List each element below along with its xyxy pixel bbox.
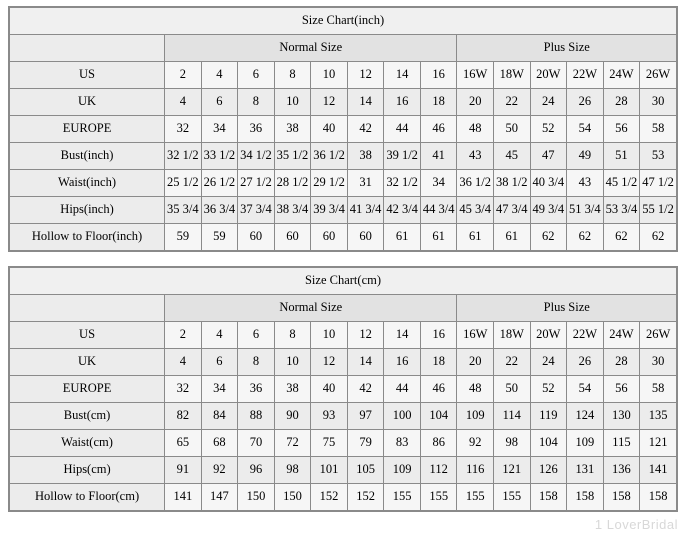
cell: 40 [311, 116, 348, 143]
row-label-bust: Bust(cm) [10, 403, 165, 430]
cell: 16W [457, 322, 494, 349]
cell: 98 [494, 430, 531, 457]
cell: 48 [457, 116, 494, 143]
cell: 14 [347, 349, 384, 376]
cell: 26 1/2 [201, 170, 238, 197]
cell: 119 [530, 403, 567, 430]
cell: 32 1/2 [384, 170, 421, 197]
cell: 101 [311, 457, 348, 484]
cell: 18 [420, 89, 457, 116]
cell: 29 1/2 [311, 170, 348, 197]
cell: 30 [640, 349, 677, 376]
cell: 97 [347, 403, 384, 430]
cell: 60 [311, 224, 348, 251]
cell: 50 [494, 376, 531, 403]
cell: 62 [640, 224, 677, 251]
cell: 48 [457, 376, 494, 403]
group-normal-size: Normal Size [165, 35, 457, 62]
chart-title: Size Chart(cm) [10, 268, 677, 295]
table-row [10, 116, 677, 143]
cell: 16 [384, 349, 421, 376]
cell: 36 3/4 [201, 197, 238, 224]
row-label-hips: Hips(cm) [10, 457, 165, 484]
cell: 65 [165, 430, 202, 457]
cell: 49 [567, 143, 604, 170]
cell: 54 [567, 376, 604, 403]
row-label-waist: Waist(inch) [10, 170, 165, 197]
cell: 20W [530, 322, 567, 349]
cell: 126 [530, 457, 567, 484]
cell: 52 [530, 376, 567, 403]
cell: 55 1/2 [640, 197, 677, 224]
row-label-hollow-to-floor: Hollow to Floor(inch) [10, 224, 165, 251]
cell: 135 [640, 403, 677, 430]
cell: 131 [567, 457, 604, 484]
cell: 44 3/4 [420, 197, 457, 224]
cell: 155 [494, 484, 531, 511]
cell: 141 [165, 484, 202, 511]
row-label-uk: UK [10, 89, 165, 116]
row-label-europe: EUROPE [10, 116, 165, 143]
cell: 22 [494, 349, 531, 376]
cell: 42 [347, 376, 384, 403]
cell: 155 [384, 484, 421, 511]
cell: 53 3/4 [603, 197, 640, 224]
cell: 104 [420, 403, 457, 430]
table-row [10, 197, 677, 224]
cell: 136 [603, 457, 640, 484]
size-chart-table-inch [9, 7, 677, 251]
cell: 12 [311, 89, 348, 116]
cell: 86 [420, 430, 457, 457]
cell: 39 3/4 [311, 197, 348, 224]
cell: 14 [347, 89, 384, 116]
cell: 51 3/4 [567, 197, 604, 224]
cell: 98 [274, 457, 311, 484]
cell: 2 [165, 62, 202, 89]
table-row [10, 484, 677, 511]
table-row [10, 322, 677, 349]
cell: 4 [201, 62, 238, 89]
group-row-blank [10, 295, 165, 322]
cell: 82 [165, 403, 202, 430]
cell: 115 [603, 430, 640, 457]
cell: 93 [311, 403, 348, 430]
cell: 62 [530, 224, 567, 251]
cell: 92 [201, 457, 238, 484]
table-row [10, 403, 677, 430]
cell: 121 [494, 457, 531, 484]
cell: 72 [274, 430, 311, 457]
cell: 36 [238, 116, 275, 143]
cell: 43 [567, 170, 604, 197]
cell: 109 [567, 430, 604, 457]
group-plus-size: Plus Size [457, 35, 677, 62]
cell: 124 [567, 403, 604, 430]
cell: 59 [201, 224, 238, 251]
table-row [10, 170, 677, 197]
cell: 150 [238, 484, 275, 511]
cell: 116 [457, 457, 494, 484]
cell: 42 3/4 [384, 197, 421, 224]
row-label-bust: Bust(inch) [10, 143, 165, 170]
row-label-us: US [10, 322, 165, 349]
cell: 75 [311, 430, 348, 457]
group-row-blank [10, 35, 165, 62]
cell: 47 [530, 143, 567, 170]
cell: 59 [165, 224, 202, 251]
cell: 34 [420, 170, 457, 197]
cell: 28 1/2 [274, 170, 311, 197]
cell: 37 3/4 [238, 197, 275, 224]
cell: 47 3/4 [493, 197, 530, 224]
row-label-europe: EUROPE [10, 376, 165, 403]
cell: 38 3/4 [274, 197, 311, 224]
chart-title: Size Chart(inch) [10, 8, 677, 35]
cell: 155 [457, 484, 494, 511]
cell: 88 [238, 403, 275, 430]
cell: 100 [384, 403, 421, 430]
cell: 8 [274, 322, 311, 349]
cell: 25 1/2 [165, 170, 202, 197]
cell: 53 [640, 143, 677, 170]
cell: 22W [567, 322, 604, 349]
cell: 28 [603, 349, 640, 376]
cell: 109 [384, 457, 421, 484]
cell: 158 [530, 484, 567, 511]
cell: 36 [238, 376, 275, 403]
cell: 141 [640, 457, 677, 484]
cell: 8 [274, 62, 311, 89]
cell: 4 [201, 322, 238, 349]
cell: 46 [420, 116, 457, 143]
cell: 6 [201, 349, 238, 376]
cell: 45 1/2 [603, 170, 640, 197]
cell: 24 [530, 349, 567, 376]
cell: 158 [640, 484, 677, 511]
cell: 34 1/2 [238, 143, 275, 170]
cell: 33 1/2 [201, 143, 238, 170]
cell: 18 [420, 349, 457, 376]
table-row [10, 349, 677, 376]
cell: 42 [347, 116, 384, 143]
cell: 24W [603, 322, 640, 349]
cell: 147 [201, 484, 238, 511]
cell: 12 [311, 349, 348, 376]
cell: 4 [165, 89, 202, 116]
cell: 44 [384, 376, 421, 403]
cell: 32 [165, 376, 202, 403]
cell: 34 [201, 376, 238, 403]
table-row-groups [10, 35, 677, 62]
table-row [10, 224, 677, 251]
cell: 104 [530, 430, 567, 457]
cell: 16 [420, 322, 457, 349]
cell: 26 [567, 89, 604, 116]
cell: 112 [420, 457, 457, 484]
cell: 61 [420, 224, 457, 251]
row-label-waist: Waist(cm) [10, 430, 165, 457]
cell: 22 [493, 89, 530, 116]
cell: 62 [603, 224, 640, 251]
cell: 16 [420, 62, 457, 89]
size-chart-cm [8, 266, 678, 512]
cell: 91 [165, 457, 202, 484]
cell: 16W [457, 62, 494, 89]
table-row [10, 89, 677, 116]
cell: 47 1/2 [640, 170, 677, 197]
cell: 61 [493, 224, 530, 251]
table-row-title [10, 8, 677, 35]
cell: 26W [640, 322, 677, 349]
cell: 10 [311, 62, 348, 89]
cell: 45 3/4 [457, 197, 494, 224]
cell: 24 [530, 89, 567, 116]
cell: 62 [567, 224, 604, 251]
row-label-hips: Hips(inch) [10, 197, 165, 224]
table-row [10, 457, 677, 484]
row-label-uk: UK [10, 349, 165, 376]
cell: 18W [493, 62, 530, 89]
table-row [10, 143, 677, 170]
cell: 24W [603, 62, 640, 89]
cell: 38 [274, 116, 311, 143]
size-chart-page [0, 6, 686, 536]
cell: 61 [457, 224, 494, 251]
size-chart-inch [8, 6, 678, 252]
cell: 39 1/2 [384, 143, 421, 170]
cell: 92 [457, 430, 494, 457]
cell: 16 [384, 89, 421, 116]
cell: 40 3/4 [530, 170, 567, 197]
cell: 52 [530, 116, 567, 143]
cell: 10 [274, 349, 311, 376]
cell: 58 [640, 376, 677, 403]
cell: 68 [201, 430, 238, 457]
watermark: 1 LoverBridal [594, 517, 678, 532]
cell: 60 [238, 224, 275, 251]
cell: 46 [420, 376, 457, 403]
cell: 121 [640, 430, 677, 457]
cell: 6 [238, 62, 275, 89]
cell: 2 [165, 322, 202, 349]
cell: 20 [457, 89, 494, 116]
cell: 6 [201, 89, 238, 116]
cell: 26 [567, 349, 604, 376]
cell: 152 [311, 484, 348, 511]
cell: 35 3/4 [165, 197, 202, 224]
cell: 50 [493, 116, 530, 143]
cell: 155 [420, 484, 457, 511]
row-label-hollow-to-floor: Hollow to Floor(cm) [10, 484, 165, 511]
cell: 41 [420, 143, 457, 170]
cell: 70 [238, 430, 275, 457]
cell: 38 1/2 [493, 170, 530, 197]
cell: 56 [603, 376, 640, 403]
cell: 158 [567, 484, 604, 511]
table-row-groups [10, 295, 677, 322]
cell: 130 [603, 403, 640, 430]
cell: 49 3/4 [530, 197, 567, 224]
table-row [10, 430, 677, 457]
cell: 40 [311, 376, 348, 403]
cell: 20W [530, 62, 567, 89]
cell: 109 [457, 403, 494, 430]
size-chart-table-cm [9, 267, 677, 511]
cell: 150 [274, 484, 311, 511]
cell: 54 [567, 116, 604, 143]
cell: 10 [274, 89, 311, 116]
cell: 36 1/2 [311, 143, 348, 170]
cell: 30 [640, 89, 677, 116]
cell: 35 1/2 [274, 143, 311, 170]
cell: 158 [603, 484, 640, 511]
cell: 61 [384, 224, 421, 251]
cell: 14 [384, 62, 421, 89]
cell: 27 1/2 [238, 170, 275, 197]
cell: 105 [347, 457, 384, 484]
cell: 43 [457, 143, 494, 170]
cell: 79 [347, 430, 384, 457]
group-plus-size: Plus Size [457, 295, 677, 322]
cell: 45 [493, 143, 530, 170]
cell: 38 [274, 376, 311, 403]
cell: 12 [347, 62, 384, 89]
cell: 60 [274, 224, 311, 251]
table-row [10, 376, 677, 403]
cell: 8 [238, 349, 275, 376]
cell: 32 1/2 [165, 143, 202, 170]
cell: 152 [347, 484, 384, 511]
row-label-us: US [10, 62, 165, 89]
cell: 34 [201, 116, 238, 143]
cell: 44 [384, 116, 421, 143]
cell: 60 [347, 224, 384, 251]
cell: 38 [347, 143, 384, 170]
cell: 56 [603, 116, 640, 143]
table-row [10, 62, 677, 89]
cell: 14 [384, 322, 421, 349]
cell: 8 [238, 89, 275, 116]
cell: 10 [311, 322, 348, 349]
cell: 28 [603, 89, 640, 116]
cell: 12 [347, 322, 384, 349]
group-normal-size: Normal Size [165, 295, 457, 322]
cell: 114 [494, 403, 531, 430]
cell: 4 [165, 349, 202, 376]
cell: 90 [274, 403, 311, 430]
cell: 83 [384, 430, 421, 457]
cell: 18W [494, 322, 531, 349]
cell: 96 [238, 457, 275, 484]
cell: 51 [603, 143, 640, 170]
cell: 32 [165, 116, 202, 143]
cell: 31 [347, 170, 384, 197]
cell: 58 [640, 116, 677, 143]
cell: 36 1/2 [457, 170, 494, 197]
cell: 6 [238, 322, 275, 349]
table-row-title [10, 268, 677, 295]
cell: 22W [567, 62, 604, 89]
cell: 26W [640, 62, 677, 89]
cell: 41 3/4 [347, 197, 384, 224]
cell: 84 [201, 403, 238, 430]
cell: 20 [457, 349, 494, 376]
